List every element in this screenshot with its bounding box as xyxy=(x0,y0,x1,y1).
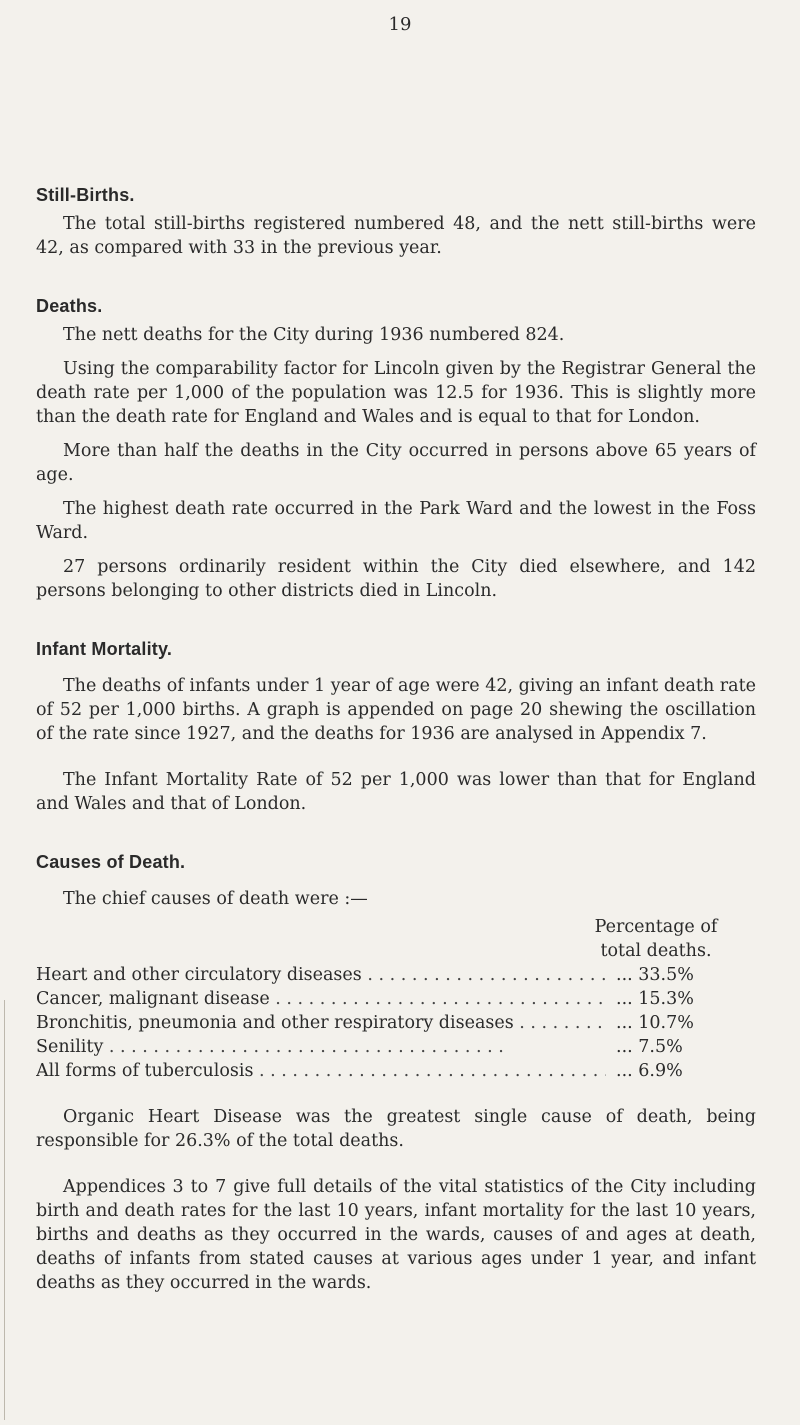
cause-percent: ... 7.5% xyxy=(606,1035,756,1059)
table-intro: The chief causes of death were :— xyxy=(63,889,368,909)
cause-percent: ... 33.5% xyxy=(606,963,756,987)
table-header-line: Percentage of xyxy=(594,917,718,937)
table-row xyxy=(36,987,756,1011)
table-row xyxy=(36,1011,756,1035)
cause-label: Cancer, malignant disease . . . xyxy=(36,987,606,1011)
cause-percent: ... 10.7% xyxy=(606,1011,756,1035)
table-header xyxy=(581,915,731,963)
paragraph: Appendices 3 to 7 give full details of the vital statistics of the City including birth and death rates for the last 10 years, infant mortality for the last 10 years, births and deaths as they occurred in the wards, causes of and ages at death, deaths of infants from stated causes at various ages under 1 year, and infant deaths as they occurred in the wards. xyxy=(36,1177,756,1293)
section-heading: Causes of Death. xyxy=(36,852,186,872)
paragraph: The Infant Mortality Rate of 52 per 1,000 was lower than that for England and Wales and that of London. xyxy=(36,770,756,814)
section-heading: Still-Births. xyxy=(36,185,135,205)
cause-label: Heart and other circulatory diseases . . . xyxy=(36,963,606,987)
section-causes-of-death xyxy=(36,852,756,1295)
table-row xyxy=(36,1035,756,1059)
paragraph: 27 persons ordinarily resident within the City died elsewhere, and 142 persons belonging to other districts died in Lincoln. xyxy=(36,557,756,601)
section-infant-mortality xyxy=(36,639,756,816)
paragraph: The nett deaths for the City during 1936 numbered 824. xyxy=(63,325,565,345)
paragraph: Organic Heart Disease was the greatest single cause of death, being responsible for 26.3% of the total deaths. xyxy=(36,1107,756,1151)
section-heading: Infant Mortality. xyxy=(36,639,173,659)
page-number: 19 xyxy=(388,14,412,35)
causes-table xyxy=(36,915,756,1083)
table-header-line: total deaths. xyxy=(600,941,712,961)
cause-label: Senility . . . xyxy=(36,1035,606,1059)
cause-percent: ... 15.3% xyxy=(606,987,756,1011)
section-heading: Deaths. xyxy=(36,296,103,316)
table-row xyxy=(36,963,756,987)
binding-edge-line xyxy=(4,1000,5,1420)
cause-label: Bronchitis, pneumonia and other respiratory diseases . . . xyxy=(36,1011,606,1035)
paragraph: The total still-births registered numbered 48, and the nett still-births were 42, as compared with 33 in the previous year. xyxy=(36,214,756,258)
paragraph: Using the comparability factor for Lincoln given by the Registrar General the death rate per 1,000 of the population was 12.5 for 1936. This is slightly more than the death rate for England and Wales and is equal to that for London. xyxy=(36,359,756,427)
paragraph: More than half the deaths in the City occurred in persons above 65 years of age. xyxy=(36,441,756,485)
section-deaths xyxy=(36,296,756,603)
cause-percent: ... 6.9% xyxy=(606,1059,756,1083)
cause-label: All forms of tuberculosis . . . xyxy=(36,1059,606,1083)
paragraph: The highest death rate occurred in the Park Ward and the lowest in the Foss Ward. xyxy=(36,499,756,543)
document-body xyxy=(36,185,756,1295)
paragraph: The deaths of infants under 1 year of age were 42, giving an infant death rate of 52 per 1,000 births. A graph is appended on page 20 shewing the oscillation of the rate since 1927, and the deaths for 1936 are analysed in Appendix 7. xyxy=(36,676,756,744)
table-row xyxy=(36,1059,756,1083)
section-still-births xyxy=(36,185,756,260)
